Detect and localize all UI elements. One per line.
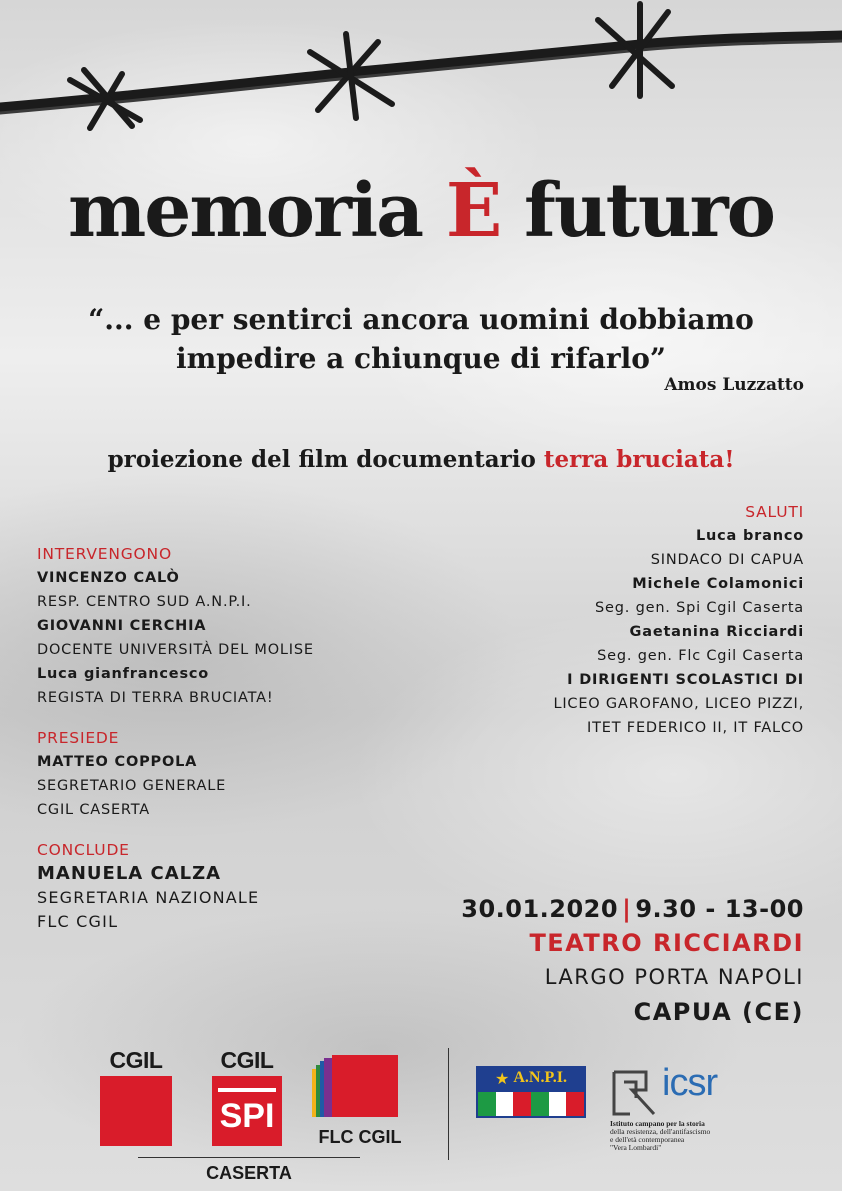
star-icon: ★ — [495, 1068, 510, 1088]
event-city: CAPUA (CE) — [633, 998, 804, 1026]
quote-line-2: impedire a chiunque di rifarlo” — [175, 342, 667, 375]
conclude-heading: CONCLUDE — [37, 841, 130, 859]
title-accent: È — [445, 168, 501, 254]
event-info: 30.01.2020 | 9.30 - 13-00 TEATRO RICCIARDI LARGO PORTA NAPOLI CAPUA (CE) — [461, 892, 804, 1030]
cgil-logo: CGIL — [100, 1048, 172, 1146]
speaker-role: RESP. CENTRO SUD A.N.P.I. — [37, 594, 252, 610]
quote-line-1: “... e per sentirci ancora uomini dobbiamo — [88, 303, 754, 336]
speaker-name: Luca gianfrancesco — [37, 666, 210, 682]
saluti-heading: SALUTI — [745, 503, 804, 521]
schools-line-1: LICEO GAROFANO, LICEO PIZZI, — [553, 696, 804, 712]
barbed-wire-image — [0, 0, 842, 150]
chair-name: MATTEO COPPOLA — [37, 754, 198, 770]
spi-cgil-logo: CGIL SPI — [212, 1048, 282, 1146]
film-title: terra bruciata! — [543, 446, 735, 473]
logo-divider — [448, 1048, 449, 1160]
greetings-column — [384, 500, 804, 740]
quote — [40, 300, 802, 378]
greeter-role: SINDACO DI CAPUA — [650, 552, 804, 568]
caserta-label: CASERTA — [206, 1163, 292, 1183]
anpi-logo: ★ A.N.P.I. — [476, 1066, 586, 1118]
quote-author: Amos Luzzatto — [664, 375, 804, 395]
event-address: LARGO PORTA NAPOLI — [544, 965, 804, 989]
chair-role: SEGRETARIO GENERALE — [37, 778, 227, 794]
event-venue: TEATRO RICCIARDI — [529, 929, 804, 957]
speaker-role: DOCENTE UNIVERSITÀ DEL MOLISE — [37, 642, 314, 658]
icsr-logo: icsr Istituto campano per la storia della resistenza, dell'antifascismo e dell'età contemporanea "Vera Lombardi" — [610, 1062, 718, 1152]
flc-cgil-logo: FLC CGIL — [310, 1055, 410, 1150]
chair-org: CGIL CASERTA — [37, 802, 151, 818]
closing-speaker-name: MANUELA CALZA — [37, 863, 222, 884]
speaker-role: REGISTA DI TERRA BRUCIATA! — [37, 690, 274, 706]
greeter-name: Luca branco — [696, 528, 804, 544]
flc-sheets-icon — [310, 1055, 410, 1119]
icsr-emblem-icon — [610, 1068, 658, 1118]
speaker-name: VINCENZO CALÒ — [37, 570, 180, 586]
intervengono-heading: INTERVENGONO — [37, 545, 172, 563]
greeter-role: Seg. gen. Flc Cgil Caserta — [597, 648, 804, 664]
greeter-name: Michele Colamonici — [632, 576, 804, 592]
school-heads-label: I DIRIGENTI SCOLASTICI DI — [567, 672, 804, 688]
speaker-name: GIOVANNI CERCHIA — [37, 618, 207, 634]
closing-speaker-org: FLC CGIL — [37, 912, 119, 931]
main-title: memoria È futuro — [68, 168, 774, 254]
closing-speaker-role: SEGRETARIA NAZIONALE — [37, 888, 260, 907]
greeter-role: Seg. gen. Spi Cgil Caserta — [595, 600, 804, 616]
event-date: 30.01.2020 — [461, 895, 619, 923]
caserta-rule — [138, 1157, 360, 1158]
event-time: 9.30 - 13-00 — [635, 895, 804, 923]
greeter-name: Gaetanina Ricciardi — [629, 624, 804, 640]
speakers-column — [37, 542, 417, 934]
presiede-heading: PRESIEDE — [37, 729, 120, 747]
schools-line-2: ITET FEDERICO II, IT FALCO — [587, 720, 804, 736]
screening-line: proiezione del film documentario terra bruciata! — [107, 446, 735, 473]
